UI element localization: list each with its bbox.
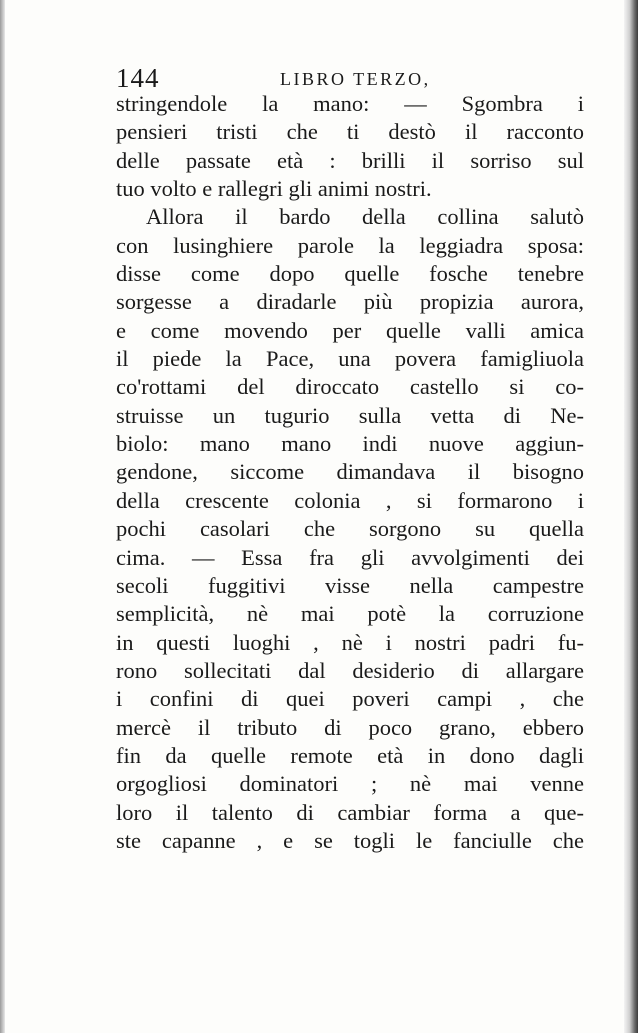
text-line: rono sollecitati dal desiderio di allargare [116, 657, 584, 683]
text-line: della crescente colonia , si formarono i [116, 487, 584, 513]
page-number: 144 [116, 63, 160, 93]
text-line: fin da quelle remote età in dono dagli [116, 742, 584, 768]
body-text [116, 90, 584, 855]
text-line: orgogliosi dominatori ; nè mai venne [116, 771, 584, 797]
text-line: Allora il bardo della collina salutò [146, 204, 584, 230]
text-line: delle passate età : brilli il sorriso sul [116, 147, 584, 173]
text-line: in questi luoghi , nè i nostri padri fu- [116, 629, 584, 655]
text-line: ste capanne , e se togli le fanciulle che [116, 827, 584, 853]
text-line: mercè il tributo di poco grano, ebbero [116, 714, 584, 740]
text-line: i confini di quei poveri campi , che [116, 686, 584, 712]
page-left-edge [0, 0, 5, 1033]
text-line: cima. — Essa fra gli avvolgimenti dei [116, 544, 584, 570]
running-title: LIBRO TERZO, [280, 69, 431, 89]
text-line: con lusinghiere parole la leggiadra sposa: [116, 232, 584, 258]
text-line: co'rottami del diroccato castello si co- [116, 374, 584, 400]
text-line: gendone, siccome dimandava il bisogno [116, 459, 584, 485]
page-binding-shadow [624, 0, 638, 1033]
text-line: disse come dopo quelle fosche tenebre [116, 261, 584, 287]
text-line: e come movendo per quelle valli amica [116, 317, 584, 343]
text-line: secoli fuggitivi visse nella campestre [116, 572, 584, 598]
text-line: tuo volto e rallegri gli animi nostri. [116, 176, 432, 202]
text-line: loro il talento di cambiar forma a que- [116, 799, 584, 825]
text-line: stringendole la mano: — Sgombra i [116, 91, 584, 116]
text-line: sorgesse a diradarle più propizia aurora, [116, 289, 584, 315]
text-line: biolo: mano mano indi nuove aggiun- [116, 431, 584, 457]
text-line: pochi casolari che sorgono su quella [116, 516, 584, 542]
text-line: pensieri tristi che ti destò il racconto [116, 119, 584, 145]
text-line: il piede la Pace, una povera famigliuola [116, 346, 584, 372]
text-line: semplicità, nè mai potè la corruzione [116, 601, 584, 627]
text-line: struisse un tugurio sulla vetta di Ne- [116, 402, 584, 428]
